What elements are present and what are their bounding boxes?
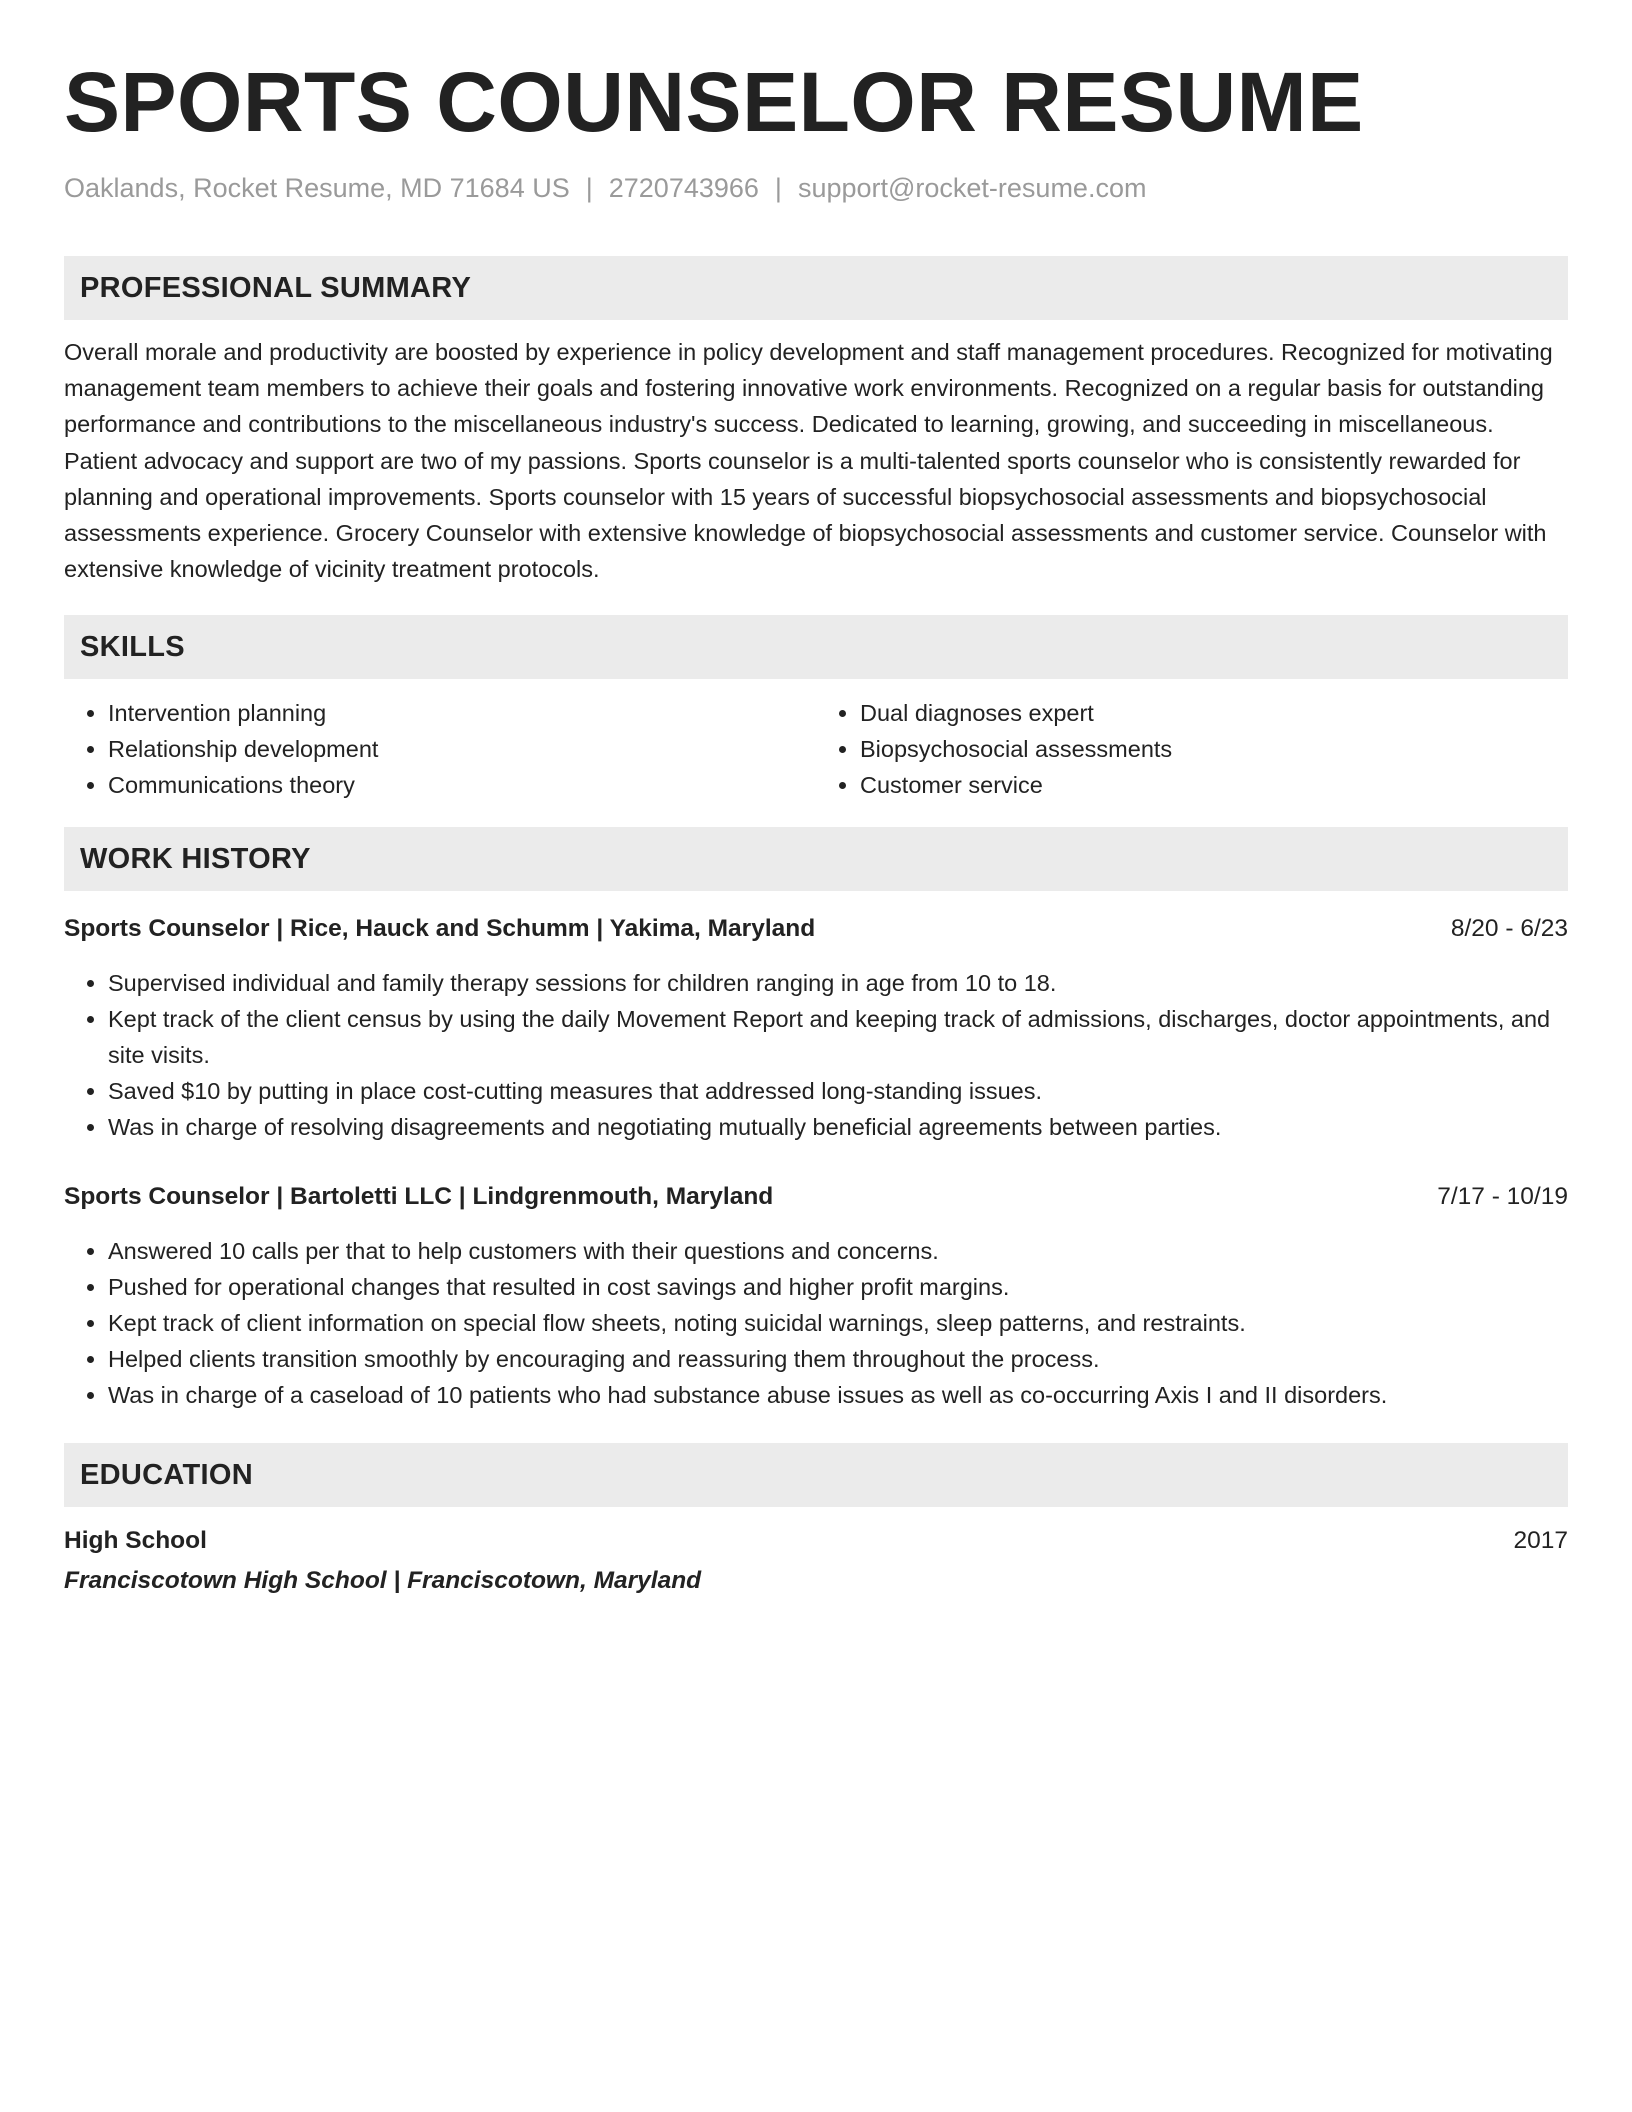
skill-item: • Intervention planning <box>108 695 816 731</box>
education-heading: EDUCATION <box>64 1443 1568 1507</box>
contact-address: Oaklands, Rocket Resume, MD 71684 US <box>64 173 570 203</box>
education-school: Franciscotown High School | Franciscotown, Maryland <box>64 1567 702 1595</box>
skills-column-right <box>816 695 1568 803</box>
job-bullet: • Saved $10 by putting in place cost-cutting measures that addressed long-standing issues. <box>108 1073 1568 1109</box>
job-entry <box>64 1179 1568 1413</box>
job-dates: 7/17 - 10/19 <box>1437 1183 1568 1211</box>
job-bullet: • Supervised individual and family therapy sessions for children ranging in age from 10 to 18. <box>108 965 1568 1001</box>
education-degree: High School <box>64 1527 207 1555</box>
resume-title: SPORTS COUNSELOR RESUME <box>64 55 1364 149</box>
skill-item: • Biopsychosocial assessments <box>860 731 1568 767</box>
job-bullets <box>64 1233 1568 1413</box>
job-bullet: • Answered 10 calls per that to help customers with their questions and concerns. <box>108 1233 1568 1269</box>
job-bullet: • Kept track of client information on special flow sheets, noting suicidal warnings, sleep patterns, and restraints. <box>108 1305 1568 1341</box>
skill-item: • Dual diagnoses expert <box>860 695 1568 731</box>
job-header <box>64 1179 1568 1215</box>
contact-phone: 2720743966 <box>608 173 759 203</box>
education-year: 2017 <box>1513 1527 1568 1555</box>
contact-email: support@rocket-resume.com <box>797 173 1147 203</box>
job-dates: 8/20 - 6/23 <box>1450 915 1568 943</box>
skills-column-left <box>64 695 816 803</box>
job-entry <box>64 911 1568 1145</box>
education-entry <box>64 1523 1568 1599</box>
skill-item: • Relationship development <box>108 731 816 767</box>
job-header <box>64 911 1568 947</box>
contact-line <box>64 170 1568 206</box>
job-bullet: • Kept track of the client census by using the daily Movement Report and keeping track of admissions, discharges, doctor appointments, and site visits. <box>108 1001 1568 1073</box>
summary-text: Overall morale and productivity are boosted by experience in policy development and staff management procedures. Recognized for motivating management team members to achieve their goals and fostering innovative work environments. Recognized on a regular basis for outstanding performance and contributions to the miscellaneous industry's success. Dedicated to learning, growing, and succeeding in miscellaneous. Patient advocacy and support are two of my passions. Sports counselor is a multi-talented sports counselor who is consistently rewarded for planning and operational improvements. Sports counselor with 15 years of successful biopsychosocial assessments and biopsychosocial assessments experience. Grocery Counselor with extensive knowledge of biopsychosocial assessments and customer service. Counselor with extensive knowledge of vicinity treatment protocols. <box>64 339 1553 583</box>
skills-list <box>64 695 1568 803</box>
skill-item: • Communications theory <box>108 767 816 803</box>
summary-heading: PROFESSIONAL SUMMARY <box>64 256 1568 320</box>
job-bullets <box>64 965 1568 1145</box>
job-bullet: • Helped clients transition smoothly by encouraging and reassuring them throughout the process. <box>108 1341 1568 1377</box>
skills-heading: SKILLS <box>64 615 1568 679</box>
work-history-heading: WORK HISTORY <box>64 827 1568 891</box>
job-title: Sports Counselor | Rice, Hauck and Schumm | Yakima, Maryland <box>64 915 816 943</box>
contact-separator: | <box>774 173 782 203</box>
job-title: Sports Counselor | Bartoletti LLC | Lindgrenmouth, Maryland <box>64 1183 774 1211</box>
education-header <box>64 1523 1568 1559</box>
skill-item: • Customer service <box>860 767 1568 803</box>
job-bullet: • Pushed for operational changes that resulted in cost savings and higher profit margins. <box>108 1269 1568 1305</box>
job-bullet: • Was in charge of a caseload of 10 patients who had substance abuse issues as well as co-occurring Axis I and II disorders. <box>108 1377 1568 1413</box>
job-bullet: • Was in charge of resolving disagreements and negotiating mutually beneficial agreements between parties. <box>108 1109 1568 1145</box>
contact-separator: | <box>585 173 593 203</box>
